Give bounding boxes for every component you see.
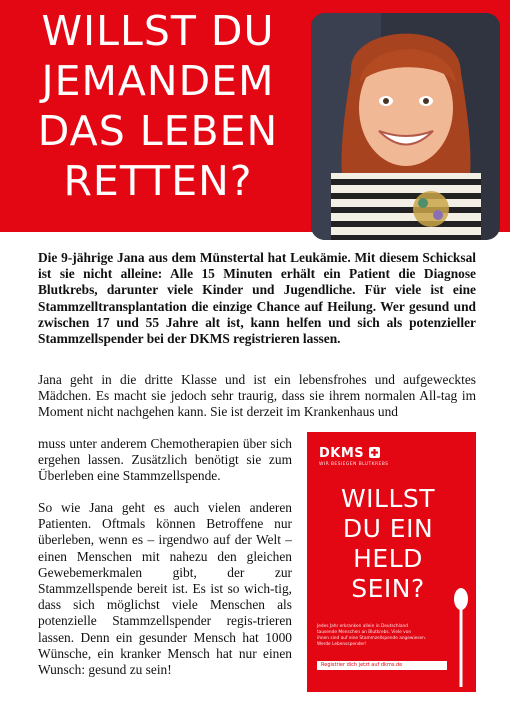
poster-cta-bar: Registrier dich jetzt auf dkms.de <box>317 661 447 670</box>
body-paragraph: muss unter anderem Chemotherapien über sich ergehen lassen. Zusätzlich benötigt sie zum Überleben eine Stammzellspende. <box>38 436 292 484</box>
poster-fine-print-line: tausende Menschen an Blutkrebs. Viele von <box>317 630 412 635</box>
dkms-poster <box>307 432 476 692</box>
poster-fine-print-line: Werde Lebensspender! <box>317 642 367 647</box>
headline-line: JEMANDEM <box>41 57 275 105</box>
poster-headline-line: SEIN? <box>351 574 425 603</box>
poster-fine-print-line: Jedes Jahr erkranken allein in Deutschland <box>317 624 408 629</box>
dkms-logo-text: DKMS <box>319 446 365 461</box>
girl-photo <box>311 13 500 240</box>
poster-headline-line: HELD <box>353 544 423 573</box>
headline-line: RETTEN? <box>63 157 253 205</box>
dkms-logo-icon <box>369 447 380 458</box>
poster-fine-print-line: ihnen sind auf eine Stammzellspende angewiesen. <box>317 636 427 641</box>
headline-line: WILLST DU <box>41 7 275 55</box>
poster-headline-line: WILLST <box>340 484 436 513</box>
poster-tagline: WIR BESIEGEN BLUTKREBS <box>319 462 389 467</box>
poster-headline-line: DU EIN <box>342 514 434 543</box>
headline <box>8 6 308 206</box>
lead-paragraph: Die 9-jährige Jana aus dem Münstertal hat Leukämie. Mit diesem Schicksal ist sie nicht alleine: Alle 15 Minuten erhält ein Patient die Diagnose Blutkrebs, darunter viele Kinder und Jugendliche. Für viele ist eine Stammzelltransplantation die einzige Chance auf Heilung. Wer gesund und zwischen 17 und 55 Jahre alt ist, kann helfen und sich als potenzieller Stammzellspender bei der DKMS registrieren lassen. <box>38 250 476 347</box>
poster-fine-print <box>317 624 429 648</box>
headline-line: DAS LEBEN <box>37 107 279 155</box>
body-paragraph: So wie Jana geht es auch vielen anderen Patienten. Oftmals können Betroffene nur überleben, wenn es – irgendwo auf der Welt – einen Menschen mit nahezu den gleichen Gewebemerkmalen gibt, der zur Stammzellspende bereit ist. Es ist so wich-tig, dass sich möglichst viele Menschen als potenzielle Stammzellspender regis-trieren lassen. Denn ein gesunder Mensch hat 1000 Wünsche, ein kranker Mensch hat nur einen Wunsch: gesund zu sein! <box>38 500 292 678</box>
dkms-logo <box>319 446 380 461</box>
cotton-swab-icon <box>452 587 470 687</box>
body-paragraph: Jana geht in die dritte Klasse und ist ein lebensfrohes und aufgewecktes Mädchen. Es macht sie jedoch sehr traurig, dass sie ihrem normalen All-tag im Moment nicht nachgehen kann. Sie ist derzeit im Krankenhaus und <box>38 372 476 420</box>
poster-headline <box>313 484 463 604</box>
